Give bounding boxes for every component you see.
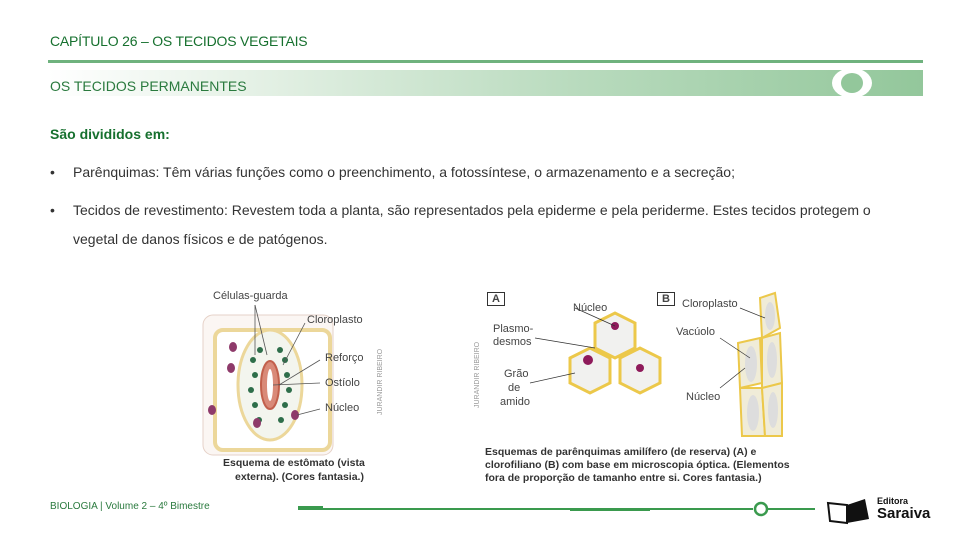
intro-heading: São divididos em:: [50, 126, 170, 142]
bullet-revestimento: [50, 196, 880, 254]
stomata-figure: [195, 285, 395, 490]
label-grao-1: Grão: [504, 368, 529, 380]
parenchyma-illustration: [470, 288, 790, 438]
label-cloroplasto-b: Cloroplasto: [682, 298, 738, 310]
label-cloroplasto: Cloroplasto: [307, 314, 363, 326]
section-title: OS TECIDOS PERMANENTES: [50, 78, 247, 94]
label-grao-2: de: [508, 382, 521, 394]
chapter-title: CAPÍTULO 26 – OS TECIDOS VEGETAIS: [50, 33, 308, 49]
stomata-caption-line2: externa). (Cores fantasia.): [235, 471, 364, 483]
book-icon: [825, 495, 875, 525]
label-nucleo: Núcleo: [325, 402, 360, 414]
label-reforco: Reforço: [325, 352, 364, 364]
logo-editora: Editora: [877, 496, 909, 506]
logo-saraiva: Saraiva: [877, 505, 931, 522]
bullet-icon: •: [50, 164, 55, 180]
label-vacuolo: Vacúolo: [676, 326, 715, 338]
bullet-text: Parênquimas: Têm várias funções como o preenchimento, a fotossíntese, o armazenamento e a secreção;: [73, 164, 735, 180]
parenchyma-caption-line3: fora de proporção de tamanho entre si. Cores fantasia.): [485, 472, 762, 484]
label-plasmodesmos-1: Plasmo-: [493, 323, 534, 335]
panel-b-label: B: [657, 292, 675, 306]
bullet-icon: •: [50, 202, 55, 218]
label-celulas-guarda: Células-guarda: [213, 290, 288, 302]
footer-text: BIOLOGIA | Volume 2 – 4º Bimestre: [50, 501, 210, 512]
label-plasmodesmos-2: desmos: [493, 336, 532, 348]
header-divider: [48, 60, 923, 63]
panel-a-label: A: [487, 292, 505, 306]
label-grao-3: amido: [500, 396, 530, 408]
parenchyma-caption-line2: clorofiliano (B) com base em microscopia óptica. (Elementos: [485, 459, 790, 471]
bullet-parenquimas: [50, 158, 880, 187]
label-nucleo-a: Núcleo: [573, 302, 608, 314]
band-circle-decoration: [832, 68, 872, 98]
parenchyma-caption-line1: Esquemas de parênquimas amilífero (de reserva) (A) e: [485, 446, 757, 458]
label-nucleo-b: Núcleo: [686, 391, 721, 403]
image-credit: JURANDIR RIBEIRO: [474, 341, 481, 408]
label-ostiolo: Ostíolo: [325, 377, 360, 389]
footer-decoration-line: [295, 500, 825, 520]
stomata-caption-line1: Esquema de estômato (vista: [223, 457, 365, 469]
parenchyma-figure: [470, 288, 790, 488]
image-credit: JURANDIR RIBEIRO: [377, 348, 384, 415]
bullet-text: Tecidos de revestimento: Revestem toda a planta, são representados pela epiderme e pela periderme. Estes tecidos protegem o vegetal de danos físicos e de patógenos.: [73, 202, 871, 247]
